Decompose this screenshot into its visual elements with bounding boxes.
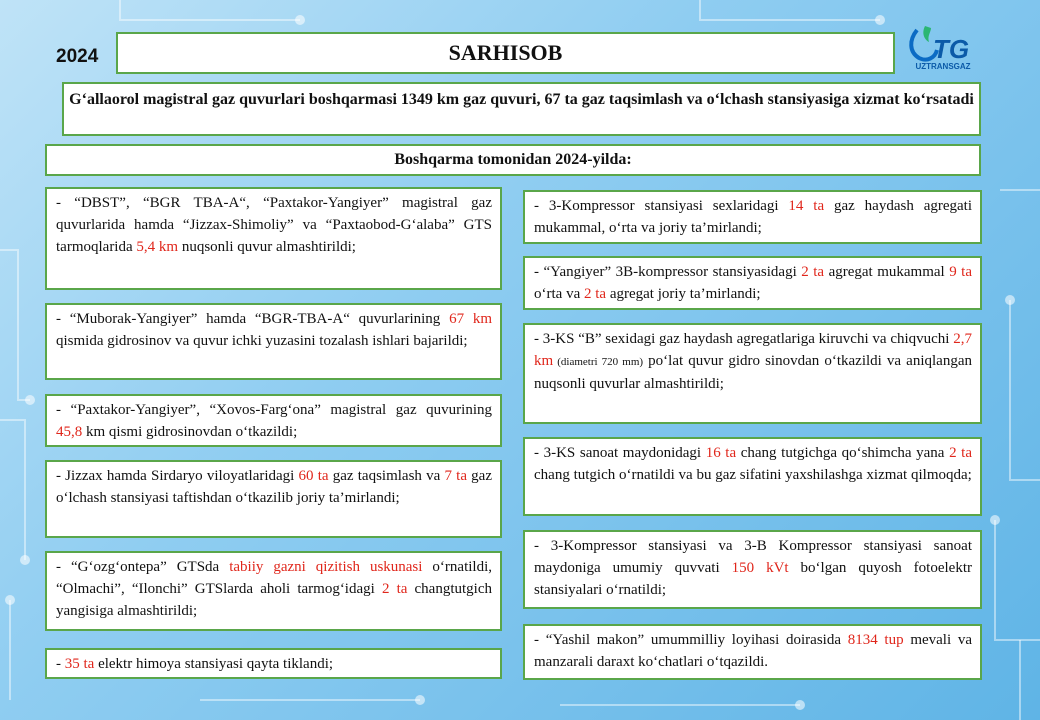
intro-statement: G‘allaorol magistral gaz quvurlari boshqarmasi 1349 km gaz quvuri, 67 ta gaz taqsimlash va o‘lchash stansiyasiga xizmat ko‘rsatadi bbox=[62, 82, 981, 136]
left-item-6: - 35 ta elektr himoya stansiyasi qayta tiklandi; bbox=[45, 648, 502, 679]
highlight-value: 2,7 km bbox=[534, 331, 972, 369]
highlight-value: 7 ta bbox=[444, 468, 467, 484]
highlight-value: 16 ta bbox=[705, 445, 737, 461]
page-title: SARHISOB bbox=[116, 32, 895, 74]
right-item-4: - 3-KS sanoat maydonidagi 16 ta chang tutgichga qo‘shimcha yana 2 ta chang tutgich o‘rnatildi va bu gaz sifatini yaxshilashga xizmat qilmoqda; bbox=[523, 437, 982, 516]
highlight-value: 2 ta bbox=[381, 581, 408, 597]
highlight-value: 9 ta bbox=[949, 264, 973, 280]
highlight-value: 5,4 km bbox=[136, 239, 179, 255]
highlight-value: 150 kVt bbox=[731, 560, 789, 576]
left-item-5: - “G‘ozg‘ontepa” GTSda tabiiy gazni qizitish uskunasi o‘rnatildi, “Olmachi”, “Ilonchi” GTSlarda aholi tarmog‘idagi 2 ta changtutgich yangisiga almashtirildi; bbox=[45, 551, 502, 631]
highlight-value: 2 ta bbox=[801, 264, 825, 280]
right-item-5: - 3-Kompressor stansiyasi va 3-B Kompressor stansiyasi sanoat maydoniga umumiy quvvati 150 kVt bo‘lgan quyosh fotoelektr stansiyalari o‘rnatildi; bbox=[523, 530, 982, 609]
right-item-3: - 3-KS “B” sexidagi gaz haydash agregatlariga kiruvchi va chiqvuchi 2,7 km (diametri 720 mm) po‘lat quvur gidro sinovdan o‘tkazildi va aniqlangan nuqsonli quvurlar almashtirildi; bbox=[523, 323, 982, 424]
right-item-1: - 3-Kompressor stansiyasi sexlaridagi 14 ta gaz haydash agregati mukammal, o‘rta va joriy ta’mirlandi; bbox=[523, 190, 982, 244]
highlight-value: tabiiy gazni qizitish uskunasi bbox=[229, 559, 423, 575]
highlight-value: 60 ta bbox=[298, 468, 329, 484]
highlight-value: 67 km bbox=[449, 311, 492, 327]
left-item-2: - “Muborak-Yangiyer” hamda “BGR-TBA-A“ quvurlarining 67 km qismida gidrosinov va quvur ichki yuzasini tozalash ishlari bajarildi; bbox=[45, 303, 502, 380]
year-label: 2024 bbox=[56, 46, 99, 67]
highlight-value: 45,8 bbox=[56, 424, 83, 440]
flame-icon bbox=[903, 22, 983, 64]
diameter-note: (diametri 720 mm) bbox=[553, 356, 644, 368]
highlight-value: 2 ta bbox=[583, 286, 607, 302]
left-item-4: - Jizzax hamda Sirdaryo viloyatlaridagi 60 ta gaz taqsimlash va 7 ta gaz o‘lchash stansiyasi taftishdan o‘tkazilib joriy ta’mirlandi; bbox=[45, 460, 502, 538]
section-subtitle: Boshqarma tomonidan 2024-yilda: bbox=[45, 144, 981, 176]
svg-text:TG: TG bbox=[933, 34, 970, 64]
left-item-1: - “DBST”, “BGR TBA-A“, “Paxtakor-Yangiyer” magistral gaz quvurlarida hamda “Jizzax-Shimoliy” va “Paxtaobod-G‘alaba” GTS tarmoqlarida 5,4 km nuqsonli quvur almashtirildi; bbox=[45, 187, 502, 290]
highlight-value: 8134 tup bbox=[847, 632, 904, 648]
highlight-value: 2 ta bbox=[949, 445, 973, 461]
right-item-6: - “Yashil makon” umummilliy loyihasi doirasida 8134 tup mevali va manzarali daraxt ko‘chatlari o‘tqazildi. bbox=[523, 624, 982, 680]
highlight-value: 14 ta bbox=[788, 198, 825, 214]
utg-logo bbox=[903, 22, 983, 78]
left-item-3: - “Paxtakor-Yangiyer”, “Xovos-Farg‘ona” magistral gaz quvurining 45,8 km qismi gidrosinovdan o‘tkazildi; bbox=[45, 394, 502, 447]
highlight-value: 35 ta bbox=[64, 656, 95, 672]
logo-subtext: UZTRANSGAZ bbox=[915, 62, 971, 71]
right-item-2: - “Yangiyer” 3B-kompressor stansiyasidagi 2 ta agregat mukammal 9 ta o‘rta va 2 ta agregat joriy ta’mirlandi; bbox=[523, 256, 982, 310]
